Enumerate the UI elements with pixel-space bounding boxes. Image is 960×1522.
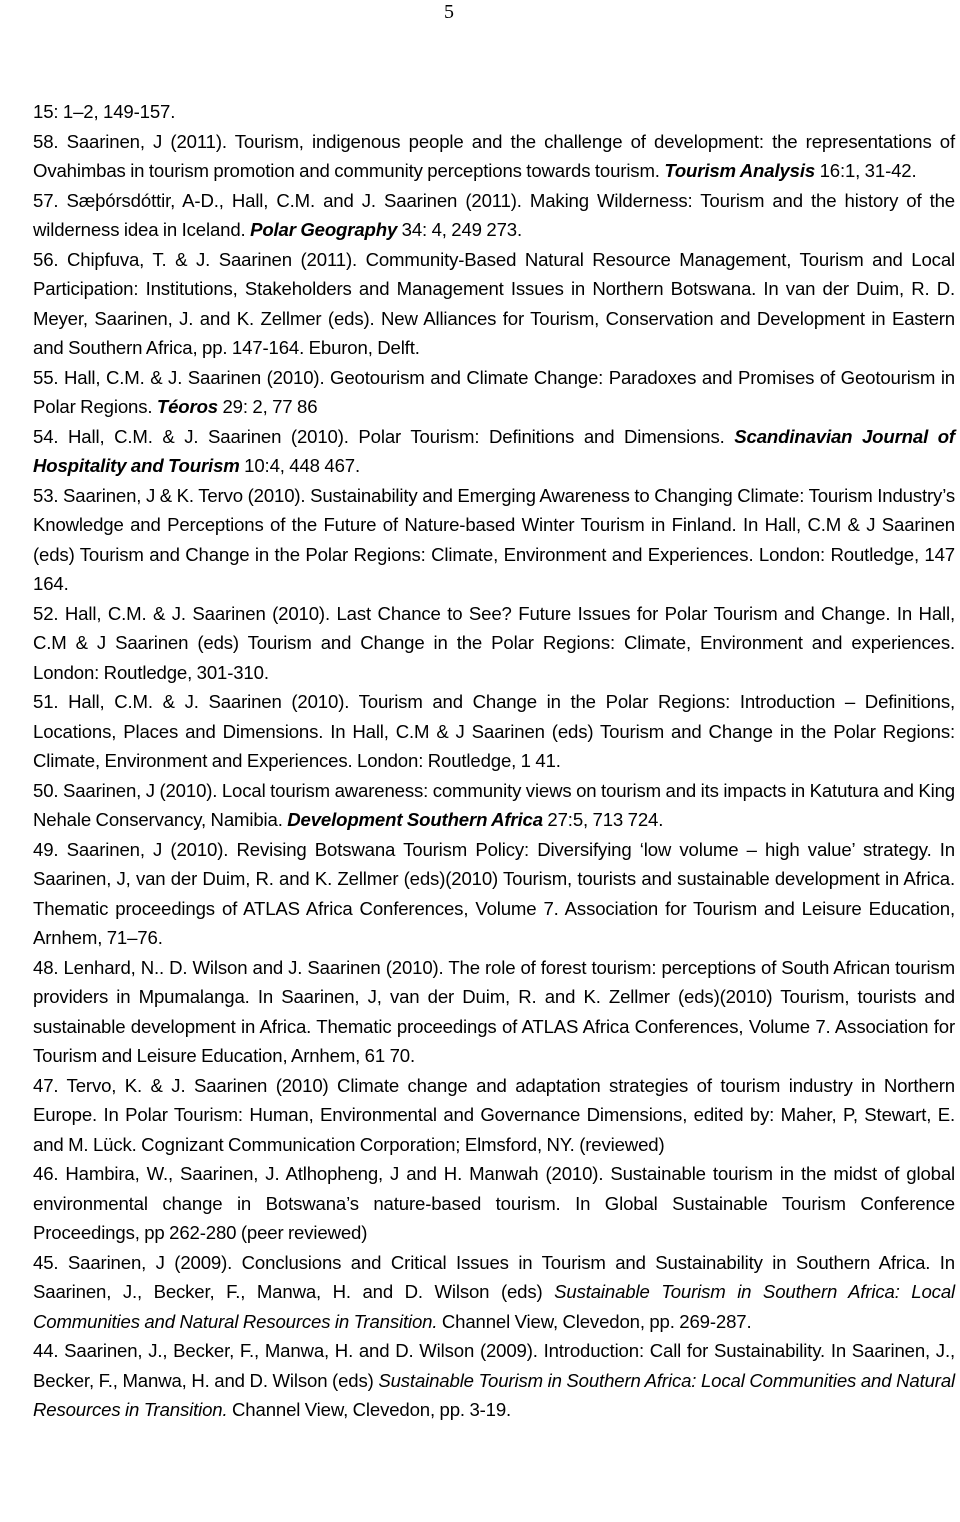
journal-title: Polar Geography [250,219,398,240]
reference-text: 56. Chipfuva, T. & J. Saarinen (2011). Community-Based Natural Resource Management, Tourism and Local Participation: Institutions, Stakeholders and Management Issues in Northern Botswana. In van der Duim, R. D. Meyer, Saarinen, J. and K. Zellmer (eds). New Alliances for Tourism, Conservation and Development in Eastern and Southern Africa, pp. 147-164. Eburon, Delft. [33,248,955,358]
journal-title: Tourism Analysis [664,160,816,181]
reference-entry [33,687,955,776]
reference-text: 48. Lenhard, N.. D. Wilson and J. Saarinen (2010). The role of forest tourism: perceptions of South African tourism providers in Mpumalanga. In Saarinen, J, van der Duim, R. and K. Zellmer (eds)(2010) Tourism, tourists and sustainable development in Africa. Thematic proceedings of ATLAS Africa Conferences, Volume 7. Association for Tourism and Leisure Education, Arnhem, 61 70. [33,956,955,1066]
reference-entry [33,1071,955,1160]
reference-entry [33,835,955,953]
reference-text: 58. Saarinen, J (2011). Tourism, indigenous people and the challenge of development: the representations of Ovahimbas in tourism promotion and community perceptions towards tourism. [33,130,955,181]
journal-title: Téoros [156,396,218,417]
reference-entry [33,1336,955,1425]
reference-text: 57. Sæþórsdóttir, A-D., Hall, C.M. and J. Saarinen (2011). Making Wilderness: Tourism and the history of the wilderness idea in Iceland. [33,189,955,240]
reference-text: 29: 2, 77 86 [217,396,318,417]
journal-title: Scandinavian Journal of Hospitality and Tourism [33,425,955,476]
reference-text: 15: 1–2, 149-157. [33,101,176,122]
reference-text: 10:4, 448 467. [239,455,360,476]
book-title: Sustainable Tourism in Southern Africa: Local Communities and Natural Resources in Transition. [33,1281,955,1332]
reference-list [33,97,955,1425]
reference-text: 34: 4, 249 273. [397,219,522,240]
reference-text: 53. Saarinen, J & K. Tervo (2010). Sustainability and Emerging Awareness to Changing Climate: Tourism Industry’s Knowledge and Perceptions of the Future of Nature-based Winter Tourism in Finland. In Hall, C.M & J Saarinen (eds) Tourism and Change in the Polar Regions: Climate, Environment and Experiences. London: Routledge, 147 164. [33,484,955,594]
reference-text: 54. Hall, C.M. & J. Saarinen (2010). Polar Tourism: Definitions and Dimensions. [33,425,735,447]
reference-entry [33,1159,955,1248]
book-title: Sustainable Tourism in Southern Africa: Local Communities and Natural Resources in Transition. [33,1369,955,1420]
journal-title: Development Southern Africa [287,809,543,830]
reference-entry [33,953,955,1071]
reference-text: 44. Saarinen, J., Becker, F., Manwa, H. and D. Wilson (2009). Introduction: Call for Sustainability. In Saarinen, J., Becker, F., Manwa, H. and D. Wilson (eds) [33,1340,955,1391]
reference-text: Channel View, Clevedon, pp. 269-287. [437,1310,752,1332]
reference-entry [33,186,955,245]
reference-entry [33,776,955,835]
reference-text: 52. Hall, C.M. & J. Saarinen (2010). Last Chance to See? Future Issues for Polar Tourism and Change. In Hall, C.M & J Saarinen (eds) Tourism and Change in the Polar Regions: Climate, Environment and experiences. London: Routledge, 301-310. [33,602,955,683]
reference-entry [33,422,955,481]
reference-entry [33,97,955,127]
reference-text: 27:5, 713 724. [542,809,664,830]
reference-entry [33,599,955,688]
reference-text: 16:1, 31-42. [815,160,917,181]
reference-text: 46. Hambira, W., Saarinen, J. Atlhopheng, J and H. Manwah (2010). Sustainable tourism in the midst of global environmental change in Botswana’s nature-based tourism. In Global Sustainable Tourism Conference Proceedings, pp 262-280 (peer reviewed) [33,1163,955,1243]
reference-text: 51. Hall, C.M. & J. Saarinen (2010). Tourism and Change in the Polar Regions: Introduction – Definitions, Locations, Places and Dimensions. In Hall, C.M & J Saarinen (eds) Tourism and Change in the Polar Regions: Climate, Environment and Experiences. London: Routledge, 1 41. [33,691,955,771]
page-number: 5 [444,1,454,23]
reference-entry [33,1248,955,1337]
reference-text: 47. Tervo, K. & J. Saarinen (2010) Climate change and adaptation strategies of tourism industry in Northern Europe. In Polar Tourism: Human, Environmental and Governance Dimensions, edited by: Maher, P, Stewart, E. and M. Lück. Cognizant Communication Corporation; Elmsford, NY. (reviewed) [33,1074,955,1155]
reference-text: 55. Hall, C.M. & J. Saarinen (2010). Geotourism and Climate Change: Paradoxes and Promises of Geotourism in Polar Regions. [33,366,955,417]
reference-text: 49. Saarinen, J (2010). Revising Botswana Tourism Policy: Diversifying ‘low volume – high value’ strategy. In Saarinen, J, van der Duim, R. and K. Zellmer (eds)(2010) Tourism, tourists and sustainable development in Africa. Thematic proceedings of ATLAS Africa Conferences, Volume 7. Association for Tourism and Leisure Education, Arnhem, 71–76. [33,838,955,948]
reference-text: 50. Saarinen, J (2010). Local tourism awareness: community views on tourism and its impacts in Katutura and King Nehale Conservancy, Namibia. [33,779,955,830]
reference-entry [33,245,955,363]
reference-entry [33,481,955,599]
reference-entry [33,127,955,186]
reference-text: 45. Saarinen, J (2009). Conclusions and Critical Issues in Tourism and Sustainability in Southern Africa. In Saarinen, J., Becker, F., Manwa, H. and D. Wilson (eds) [33,1251,955,1302]
reference-text: Channel View, Clevedon, pp. 3-19. [227,1399,512,1420]
reference-entry [33,363,955,422]
